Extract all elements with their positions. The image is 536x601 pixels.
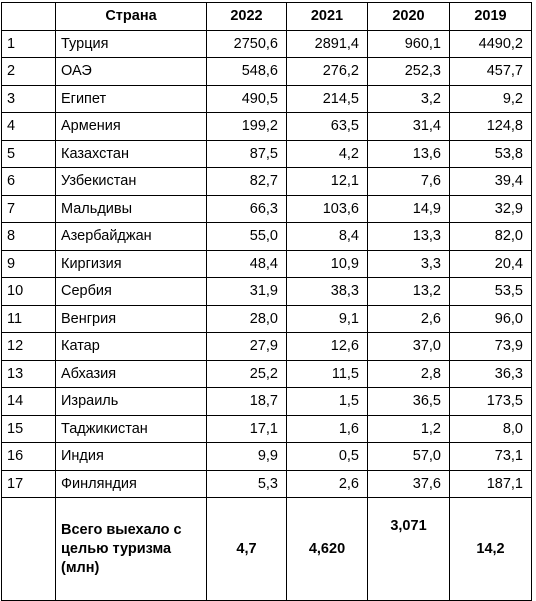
value-2020: 14,9 [368, 195, 450, 223]
value-2019: 173,5 [450, 388, 532, 416]
value-2022: 9,9 [207, 443, 287, 471]
table-body [2, 30, 532, 498]
table-row [2, 85, 532, 113]
table-row [2, 140, 532, 168]
value-2019: 9,2 [450, 85, 532, 113]
header-year-2022: 2022 [207, 3, 287, 31]
country-name: Киргизия [56, 250, 207, 278]
row-number: 6 [2, 168, 56, 196]
value-2022: 18,7 [207, 388, 287, 416]
value-2019: 73,9 [450, 333, 532, 361]
value-2021: 10,9 [287, 250, 368, 278]
country-name: Казахстан [56, 140, 207, 168]
row-number: 3 [2, 85, 56, 113]
country-name: Катар [56, 333, 207, 361]
value-2021: 0,5 [287, 443, 368, 471]
value-2020: 57,0 [368, 443, 450, 471]
value-2020: 13,3 [368, 223, 450, 251]
country-name: Таджикистан [56, 415, 207, 443]
value-2022: 48,4 [207, 250, 287, 278]
table-row [2, 388, 532, 416]
value-2022: 490,5 [207, 85, 287, 113]
value-2021: 8,4 [287, 223, 368, 251]
value-2020: 2,6 [368, 305, 450, 333]
value-2019: 124,8 [450, 113, 532, 141]
table-row [2, 250, 532, 278]
header-num [2, 3, 56, 31]
value-2021: 2891,4 [287, 30, 368, 58]
value-2019: 8,0 [450, 415, 532, 443]
value-2022: 28,0 [207, 305, 287, 333]
value-2021: 63,5 [287, 113, 368, 141]
table-row [2, 305, 532, 333]
country-name: Узбекистан [56, 168, 207, 196]
value-2022: 25,2 [207, 360, 287, 388]
country-name: Израиль [56, 388, 207, 416]
value-2019: 457,7 [450, 58, 532, 86]
row-number: 2 [2, 58, 56, 86]
value-2022: 87,5 [207, 140, 287, 168]
country-name: Финляндия [56, 470, 207, 498]
row-number: 11 [2, 305, 56, 333]
header-country: Страна [56, 3, 207, 31]
row-number: 14 [2, 388, 56, 416]
value-2022: 199,2 [207, 113, 287, 141]
value-2021: 11,5 [287, 360, 368, 388]
value-2019: 187,1 [450, 470, 532, 498]
value-2020: 252,3 [368, 58, 450, 86]
value-2020: 3,3 [368, 250, 450, 278]
table-row [2, 113, 532, 141]
value-2022: 27,9 [207, 333, 287, 361]
country-name: Азербайджан [56, 223, 207, 251]
value-2019: 4490,2 [450, 30, 532, 58]
row-number: 12 [2, 333, 56, 361]
value-2019: 53,5 [450, 278, 532, 306]
value-2020: 37,6 [368, 470, 450, 498]
country-name: Египет [56, 85, 207, 113]
table-row [2, 470, 532, 498]
country-name: Венгрия [56, 305, 207, 333]
value-2021: 12,6 [287, 333, 368, 361]
country-name: Абхазия [56, 360, 207, 388]
value-2021: 276,2 [287, 58, 368, 86]
value-2022: 548,6 [207, 58, 287, 86]
total-value-2021: 4,620 [287, 498, 368, 601]
header-year-2021: 2021 [287, 3, 368, 31]
value-2019: 82,0 [450, 223, 532, 251]
row-number: 4 [2, 113, 56, 141]
value-2022: 55,0 [207, 223, 287, 251]
value-2021: 103,6 [287, 195, 368, 223]
table-row [2, 58, 532, 86]
country-name: Армения [56, 113, 207, 141]
value-2019: 39,4 [450, 168, 532, 196]
row-number: 9 [2, 250, 56, 278]
row-number: 10 [2, 278, 56, 306]
row-number: 15 [2, 415, 56, 443]
value-2021: 38,3 [287, 278, 368, 306]
row-number: 1 [2, 30, 56, 58]
value-2020: 31,4 [368, 113, 450, 141]
table-row [2, 360, 532, 388]
value-2020: 960,1 [368, 30, 450, 58]
row-number: 16 [2, 443, 56, 471]
value-2021: 2,6 [287, 470, 368, 498]
table-row [2, 443, 532, 471]
value-2022: 5,3 [207, 470, 287, 498]
value-2021: 4,2 [287, 140, 368, 168]
value-2021: 1,6 [287, 415, 368, 443]
table-row [2, 195, 532, 223]
tourism-table [1, 2, 532, 601]
value-2019: 36,3 [450, 360, 532, 388]
value-2022: 66,3 [207, 195, 287, 223]
total-value-2019: 14,2 [450, 498, 532, 601]
table-row [2, 168, 532, 196]
row-number: 8 [2, 223, 56, 251]
value-2019: 96,0 [450, 305, 532, 333]
row-number: 7 [2, 195, 56, 223]
value-2020: 2,8 [368, 360, 450, 388]
total-value-2020: 3,071 [368, 498, 450, 601]
country-name: Турция [56, 30, 207, 58]
value-2021: 214,5 [287, 85, 368, 113]
table-row [2, 278, 532, 306]
header-year-2019: 2019 [450, 3, 532, 31]
value-2020: 3,2 [368, 85, 450, 113]
value-2020: 36,5 [368, 388, 450, 416]
value-2020: 37,0 [368, 333, 450, 361]
country-name: ОАЭ [56, 58, 207, 86]
value-2022: 31,9 [207, 278, 287, 306]
row-number: 5 [2, 140, 56, 168]
table-row [2, 30, 532, 58]
header-year-2020: 2020 [368, 3, 450, 31]
table-row [2, 333, 532, 361]
value-2020: 13,2 [368, 278, 450, 306]
value-2019: 53,8 [450, 140, 532, 168]
country-name: Мальдивы [56, 195, 207, 223]
country-name: Индия [56, 443, 207, 471]
total-label: Всего выехало с целью туризма (млн) [56, 498, 207, 601]
row-number: 17 [2, 470, 56, 498]
value-2022: 17,1 [207, 415, 287, 443]
value-2020: 7,6 [368, 168, 450, 196]
value-2020: 1,2 [368, 415, 450, 443]
value-2019: 73,1 [450, 443, 532, 471]
total-row [2, 498, 532, 601]
value-2022: 82,7 [207, 168, 287, 196]
table-row [2, 223, 532, 251]
total-value-2022: 4,7 [207, 498, 287, 601]
country-name: Сербия [56, 278, 207, 306]
table-row [2, 415, 532, 443]
value-2020: 13,6 [368, 140, 450, 168]
total-num-cell [2, 498, 56, 601]
value-2021: 1,5 [287, 388, 368, 416]
value-2021: 9,1 [287, 305, 368, 333]
value-2022: 2750,6 [207, 30, 287, 58]
row-number: 13 [2, 360, 56, 388]
value-2021: 12,1 [287, 168, 368, 196]
value-2019: 20,4 [450, 250, 532, 278]
header-row [2, 3, 532, 31]
value-2019: 32,9 [450, 195, 532, 223]
